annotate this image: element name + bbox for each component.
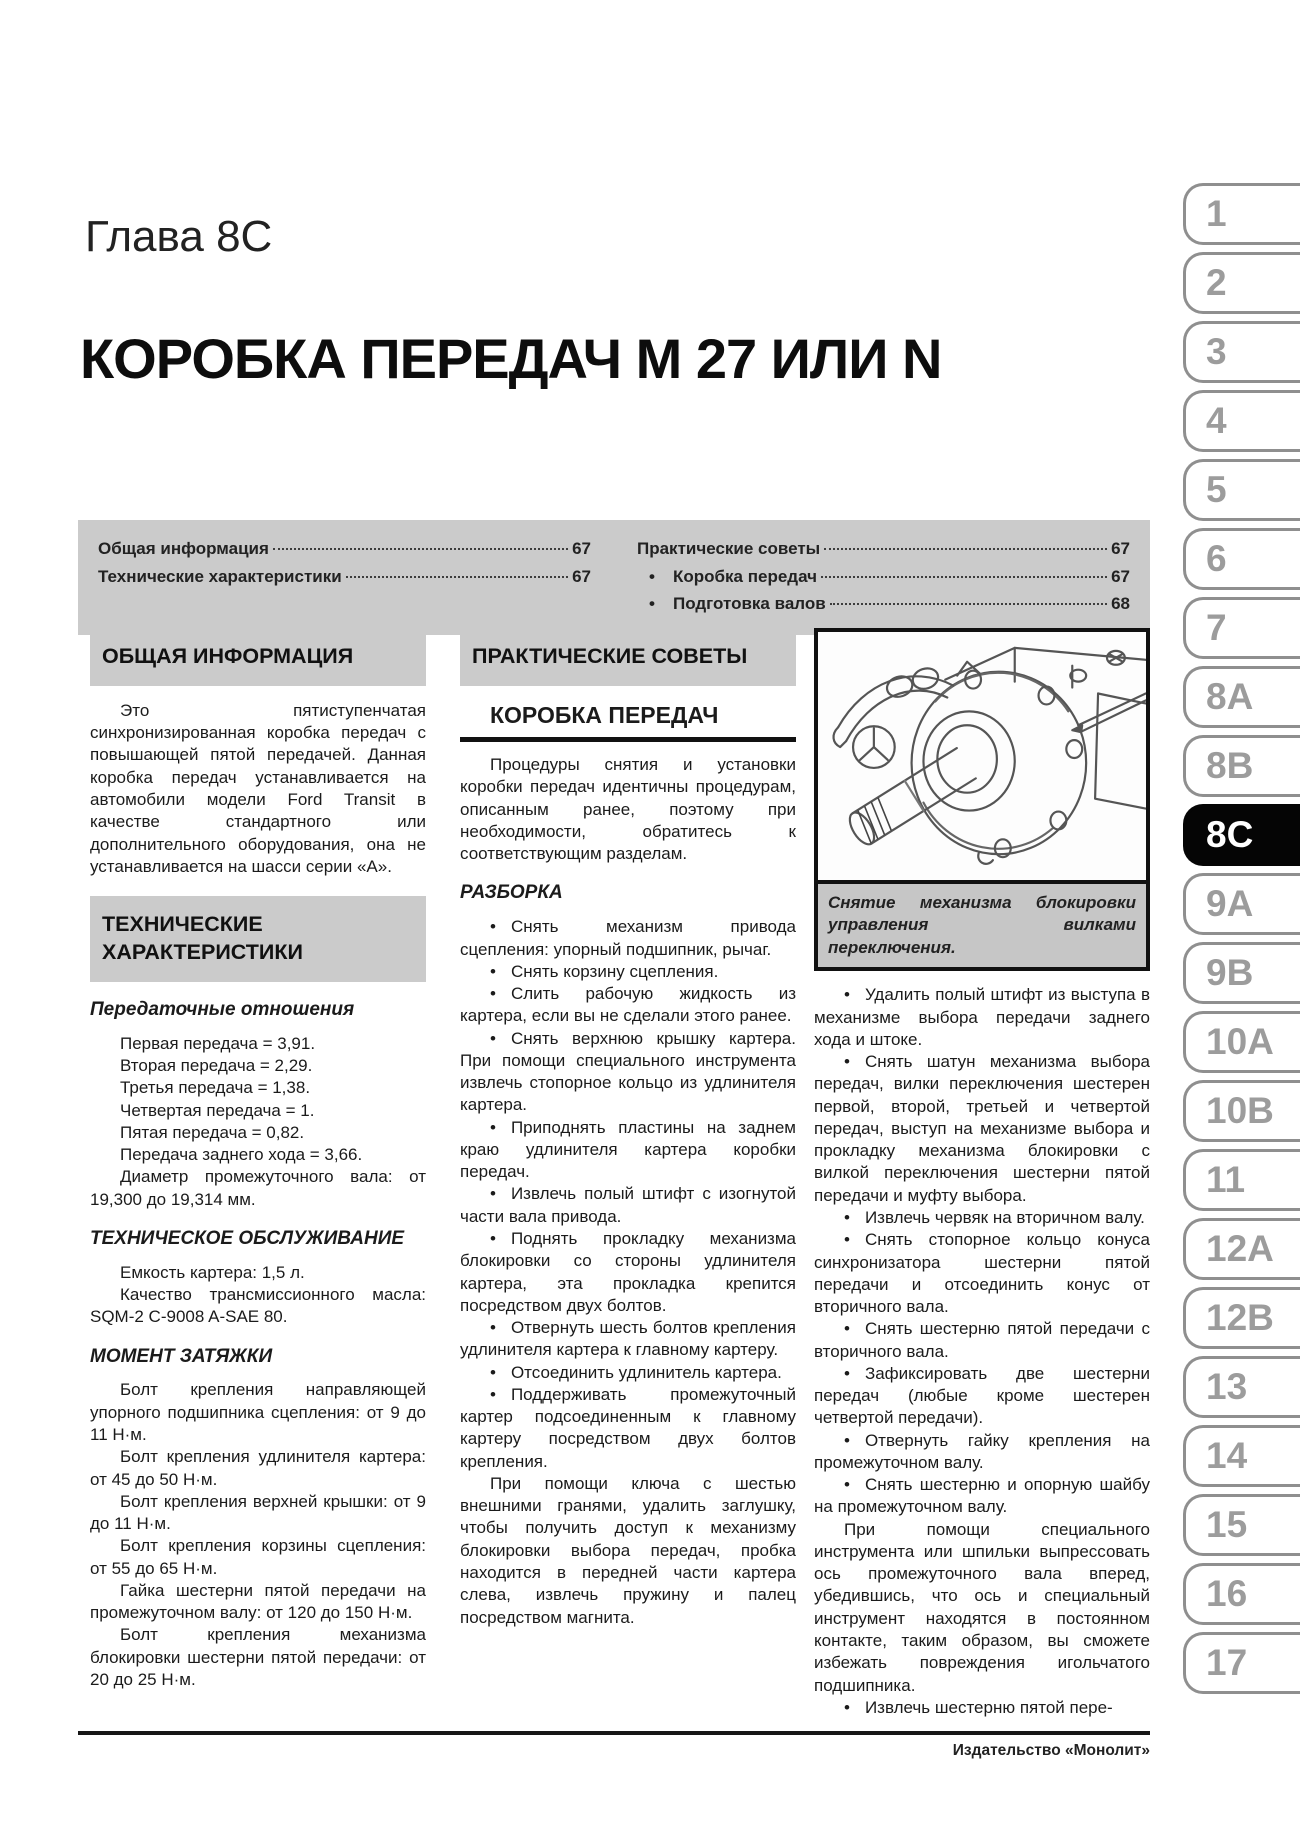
toc-entry-label: Общая информация [98,539,269,558]
gear-ratio-line: Третья передача = 1,38. [120,1078,311,1098]
toc-entry-page: 67 [1111,539,1130,558]
disassembly-step: • Отвернуть гайку крепления на промежуточном валу. [814,1430,1150,1475]
chapter-tab-strip [1183,183,1300,1701]
disassembly-note: При помощи специального инструмента или шпильки выпрессовать ось промежуточного вала вперед, убедившись, что ось и специальный инструмент находятся в постоянном контакте, таким образом, вы сможете избежать повреждения игольчатого подшипника. [814,1519,1150,1695]
chapter-tab-17: 17 [1183,1632,1300,1694]
chapter-tab-15: 15 [1183,1494,1300,1556]
section-header-practical: ПРАКТИЧЕСКИЕ СОВЕТЫ [460,628,796,686]
gear-ratio-line: Пятая передача = 0,82. [120,1122,305,1142]
gear-ratio-line: Вторая передача = 2,29. [120,1056,313,1076]
chapter-tab-12a: 12A [1183,1218,1300,1280]
chapter-tab-12b: 12B [1183,1287,1300,1349]
toc-entry-page: 67 [572,566,591,586]
disassembly-step: • Поднять прокладку механизма блокировки со стороны удлинителя картера, эта прокладка крепится посредством двух болтов. [460,1228,796,1317]
disassembly-step: • Извлечь полый штифт с изогнутой части вала привода. [460,1183,796,1228]
subheading-torque: МОМЕНТ ЗАТЯЖКИ [90,1345,273,1367]
disassembly-step: • Снять стопорное кольцо конуса синхронизатора шестерни пятой передачи и отсоединить конус от вторичного вала. [814,1229,1150,1318]
chapter-tab-8a: 8A [1183,666,1300,728]
disassembly-step: • Отсоединить удлинитель картера. [460,1362,796,1384]
toc-entry-label: • Коробка передач [637,563,817,591]
toc-entry [98,563,591,591]
disassembly-step: • Отвернуть шесть болтов крепления удлинителя картера к главному картеру. [460,1317,796,1362]
disassembly-step: • Снять корзину сцепления. [460,961,796,983]
shaft-diameter-note: Диаметр промежуточного вала: от 19,300 до 19,314 мм. [90,1167,426,1209]
chapter-tab-11: 11 [1183,1149,1300,1211]
subheading-gear-ratios: Передаточные отношения [90,998,355,1020]
chapter-tab-4: 4 [1183,390,1300,452]
toc-entry-label: Практические советы [637,539,821,558]
torque-spec: Болт крепления удлинителя картера: от 45 до 50 Н·м. [90,1447,426,1489]
toc-dot-leader [830,603,1107,605]
chapter-tab-1: 1 [1183,183,1300,245]
chapter-tab-3: 3 [1183,321,1300,383]
maintenance-line: Емкость картера: 1,5 л. [120,1262,305,1282]
general-info-paragraph: Это пятиступенчатая синхронизированная коробка передач с повышающей пятой передачей. Данная коробка передач устанавливается на автомобили модели Ford Transit в качестве стандартного или дополнительного оборудования, она не устанавливается на шасси серии «А». [90,700,426,876]
column-continuation [814,628,1150,1719]
gear-ratio-line: Передача заднего хода = 3,66. [120,1145,363,1165]
toc-left-column [98,535,591,618]
heading-gearbox: КОРОБКА ПЕРЕДАЧ [460,700,796,742]
torque-spec: Болт крепления корзины сцепления: от 55 до 65 Н·м. [90,1536,426,1578]
torque-spec: Болт крепления механизма блокировки шестерни пятой передачи: от 20 до 25 Н·м. [90,1625,426,1689]
torque-spec: Гайка шестерни пятой передачи на промежуточном валу: от 120 до 150 Н·м. [90,1580,426,1623]
disassembly-step: • Снять верхнюю крышку картера. При помощи специального инструмента извлечь стопорное кольцо из удлинителя картера. [460,1028,796,1117]
toc-entry-page: 67 [1111,566,1130,586]
disassembly-step: • Извлечь червяк на вторичном валу. [814,1207,1150,1229]
disassembly-step: • Зафиксировать две шестерни передач (любые кроме шестерен четвертой передачи). [814,1363,1150,1430]
chapter-tab-8b: 8B [1183,735,1300,797]
disassembly-step: • Приподнять пластины на заднем краю удлинителя картера коробки передач. [460,1117,796,1184]
subheading-disassembly: РАЗБОРКА [460,882,563,904]
toc-dot-leader [824,548,1107,550]
chapter-tab-13: 13 [1183,1356,1300,1418]
chapter-tab-14: 14 [1183,1425,1300,1487]
disassembly-step: • Поддерживать промежуточный картер подсоединенным к главному картеру посредством двух болтов крепления. [460,1384,796,1473]
maintenance-line: Качество трансмиссионного масла: SQM-2 C-9008 A-SAE 80. [90,1285,426,1327]
gearbox-mechanism-illustration [818,632,1146,880]
torque-spec: Болт крепления направляющей упорного подшипника сцепления: от 9 до 11 Н·м. [90,1380,426,1445]
toc-entry-page: 67 [572,539,591,558]
chapter-tab-5: 5 [1183,459,1300,521]
chapter-tab-9a: 9A [1183,873,1300,935]
gearbox-intro-paragraph: Процедуры снятия и установки коробки передач идентичны процедурам, описанным ранее, поэтому при необходимости, обратитесь к соответствующим разделам. [460,755,796,864]
toc-entry-page: 68 [1111,594,1130,614]
toc-entry [637,535,1130,563]
disassembly-step: • Снять механизм привода сцепления: упорный подшипник, рычаг. [460,916,796,961]
column-general-info [90,628,426,1691]
toc-entry-label: • Подготовка валов [637,590,826,618]
gear-ratio-line: Первая передача = 3,91. [120,1033,316,1053]
figure-box [814,628,1150,971]
subheading-maintenance: ТЕХНИЧЕСКОЕ ОБСЛУЖИВАНИЕ [90,1227,405,1249]
chapter-tab-8c-active: 8C [1183,804,1300,866]
disassembly-step: • Удалить полый штифт из выступа в механизме выбора передачи заднего хода и штоке. [814,984,1150,1051]
disassembly-step-truncated: • Извлечь шестерню пятой пере- [814,1697,1150,1719]
publisher-credit: Издательство «Монолит» [952,1742,1150,1759]
disassembly-step: • Снять шестерню пятой передачи с вторичного вала. [814,1318,1150,1363]
page-title: КОРОБКА ПЕРЕДАЧ M 27 ИЛИ N [80,327,942,390]
disassembly-step: • Снять шестерню и опорную шайбу на промежуточном валу. [814,1474,1150,1519]
chapter-tab-10b: 10B [1183,1080,1300,1142]
section-header-tech-specs: ТЕХНИЧЕСКИЕ ХАРАКТЕРИСТИКИ [90,896,426,982]
toc-dot-leader [346,576,568,578]
toc-entry [98,535,591,563]
chapter-label: Глава 8C [85,212,273,261]
chapter-tab-9b: 9B [1183,942,1300,1004]
gear-ratio-line: Четвертая передача = 1. [120,1100,315,1120]
disassembly-step: • Слить рабочую жидкость из картера, если вы не сделали этого ранее. [460,983,796,1028]
disassembly-step: • Снять шатун механизма выбора передач, вилки переключения шестерен первой, второй, третьей и четвертой передач, выступ на механизме выбора и прокладку механизма блокировки с вилкой переключения шестерни пятой передачи и муфту выбора. [814,1051,1150,1207]
chapter-tab-16: 16 [1183,1563,1300,1625]
toc-right-column [637,535,1130,618]
toc-dot-leader [273,548,568,550]
disassembly-note: При помощи ключа с шестью внешними гранями, удалить заглушку, чтобы получить доступ к механизму блокировки выбора передач, пробка находится в передней части картера слева, извлечь пружину и палец посредством магнита. [460,1473,796,1627]
chapter-tab-10a: 10A [1183,1011,1300,1073]
figure-caption: Снятие механизма блокировки управления вилками переключения. [818,880,1146,967]
section-header-general-info: ОБЩАЯ ИНФОРМАЦИЯ [90,628,426,686]
chapter-tab-6: 6 [1183,528,1300,590]
column-practical-advice [460,628,796,1629]
torque-spec: Болт крепления верхней крышки: от 9 до 11 Н·м. [90,1491,426,1534]
toc-entry [637,563,1130,591]
footer-rule [78,1731,1150,1735]
toc-dot-leader [821,576,1107,578]
table-of-contents [78,520,1150,635]
toc-entry [637,590,1130,618]
chapter-tab-2: 2 [1183,252,1300,314]
chapter-tab-7: 7 [1183,597,1300,659]
toc-entry-label: Технические характеристики [98,566,342,586]
